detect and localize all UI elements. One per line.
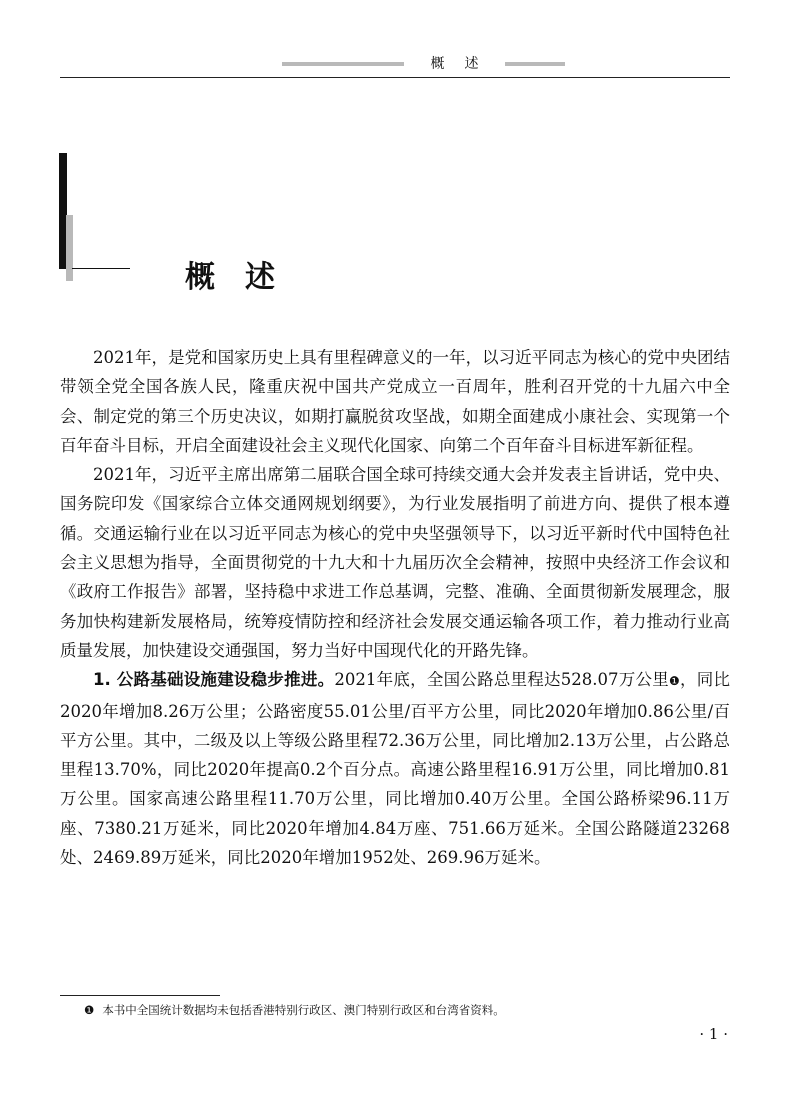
footnote-text: 本书中全国统计数据均未包括香港特别行政区、澳门特别行政区和台湾省资料。 xyxy=(102,1003,505,1017)
paragraph-1: 2021年，是党和国家历史上具有里程碑意义的一年，以习近平同志为核心的党中央团结带领全党全国各族人民，隆重庆祝中国共产党成立一百周年，胜利召开党的十九届六中全会、制定党的第三个历史决议，如期打赢脱贫攻坚战，如期全面建成小康社会、实现第一个百年奋斗目标，开启全面建设社会主义现代化国家、向第二个百年奋斗目标进军新征程。 xyxy=(60,348,730,455)
chapter-decor-gray-bar xyxy=(66,215,73,281)
footnote-reference[interactable]: ❶ xyxy=(669,674,681,689)
section-text-b: ，同比2020年增加8.26万公里；公路密度55.01公里/百平方公里，同比2020年增加0.86公里/百平方公里。其中，二级及以上等级公路里程72.36万公里，同比增加2.13万公里，占公路总里程13.70%，同比2020年提高0.2个百分点。高速公路里程16.91万公里，同比增加0.81万公里。国家高速公路里程11.70万公里，同比增加0.40万公里。全国公路桥梁96.11万座、7380.21万延米，同比2020年增加4.84万座、751.66万延米。全国公路隧道23268处、2469.89万延米，同比2020年增加1952处、269.96万延米。 xyxy=(60,670,731,868)
chapter-title: 概述 xyxy=(185,260,305,295)
running-header xyxy=(60,50,730,78)
section-text-a: 2021年底，全国公路总里程达528.07万公里 xyxy=(334,670,669,690)
section-lead-heading: 1. 公路基础设施建设稳步推进。 xyxy=(93,670,335,690)
page-number: · 1 · xyxy=(699,1025,728,1043)
header-decor-bar-right xyxy=(505,62,565,66)
footnote-mark: ❶ xyxy=(84,1003,95,1017)
paragraph-3 xyxy=(60,665,730,872)
header-decor-bar-left xyxy=(282,62,404,66)
body-text xyxy=(60,343,730,872)
header-rule xyxy=(60,77,730,78)
paragraph-2: 2021年，习近平主席出席第二届联合国全球可持续交通大会并发表主旨讲话，党中央、国务院印发《国家综合立体交通网规划纲要》，为行业发展指明了前进方向、提供了根本遵循。交通运输行业在以习近平同志为核心的党中央坚强领导下，以习近平新时代中国特色社会主义思想为指导，全面贯彻党的十九大和十九届历次全会精神，按照中央经济工作会议和《政府工作报告》部署，坚持稳中求进工作总基调，完整、准确、全面贯彻新发展理念，服务加快构建新发展格局，统筹疫情防控和经济社会发展交通运输各项工作，着力推动行业高质量发展，加快建设交通强国，努力当好中国现代化的开路先锋。 xyxy=(60,465,730,660)
footnote xyxy=(84,1002,724,1018)
running-title: 概述 xyxy=(430,56,499,72)
footnote-rule xyxy=(60,995,220,996)
chapter-decor-line xyxy=(72,268,130,269)
